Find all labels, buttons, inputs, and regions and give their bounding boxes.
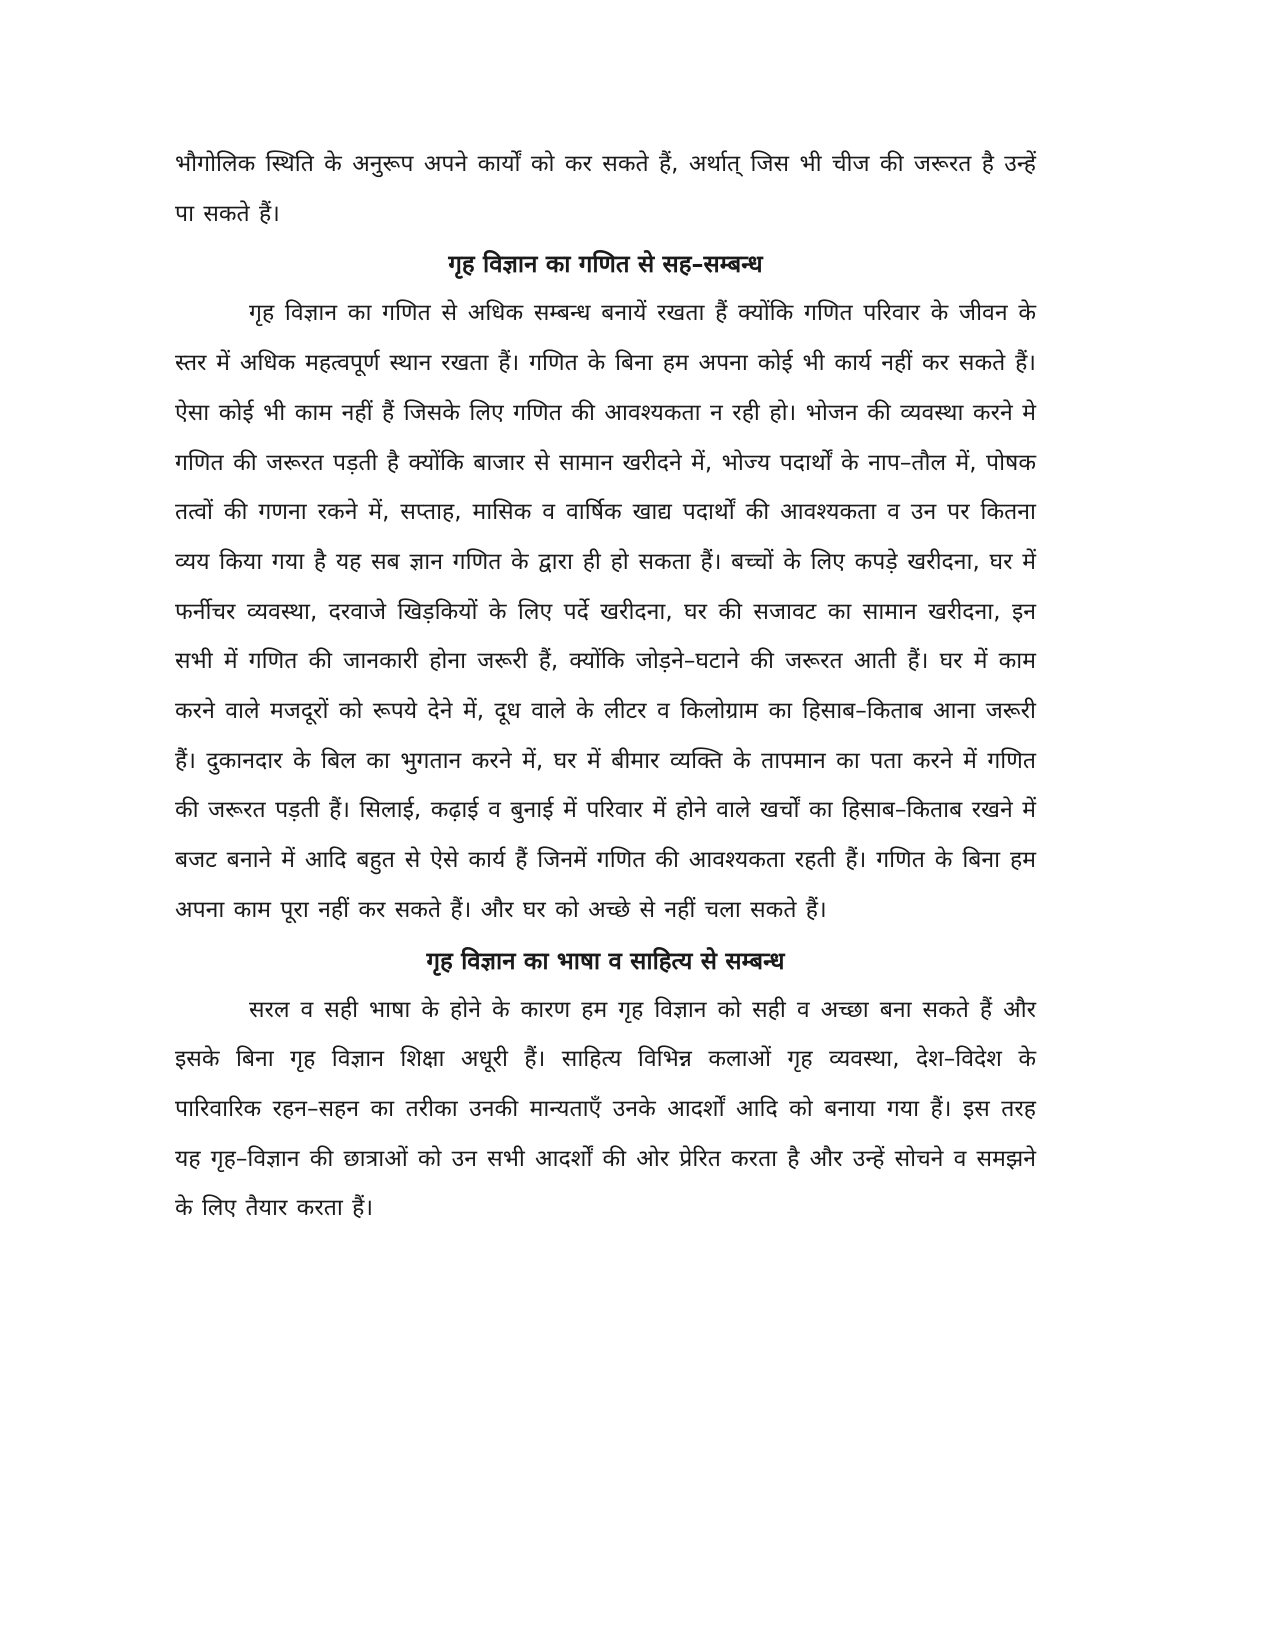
intro-paragraph: भौगोलिक स्थिति के अनुरूप अपने कार्यों को कर सकते हैं, अर्थात् जिस भी चीज की जरूरत है उन्हें पा सकते हैं। xyxy=(175,151,1036,227)
section-heading-math: गृह विज्ञान का गणित से सह–सम्बन्ध xyxy=(448,250,763,279)
section-paragraph-language: सरल व सही भाषा के होने के कारण हम गृह विज्ञान को सही व अच्छा बना सकते हैं और इसके बिना गृह विज्ञान शिक्षा अधूरी हैं। साहित्य विभिन्न कलाओं गृह व्यवस्था, देश–विदेश के पारिवारिक रहन–सहन का तरीका उनकी मान्यताएँ उनके आदर्शों आदि को बनाया गया हैं। इस तरह यह गृह–विज्ञान की छात्राओं को उन सभी आदर्शों की ओर प्रेरित करता है और उन्हें सोचने व समझने के लिए तैयार करता हैं। xyxy=(175,996,1036,1222)
section-paragraph-math: गृह विज्ञान का गणित से अधिक सम्बन्ध बनायें रखता हैं क्योंकि गणित परिवार के जीवन के स्तर में अधिक महत्वपूर्ण स्थान रखता हैं। गणित के बिना हम अपना कोई भी कार्य नहीं कर सकते हैं। ऐसा कोई भी काम नहीं हैं जिसके लिए गणित की आवश्यकता न रही हो। भोजन की व्यवस्था करने मे गणित की जरूरत पड़ती है क्योंकि बाजार से सामान खरीदने में, भोज्य पदार्थों के नाप–तौल में, पोषक तत्वों की गणना रकने में, सप्ताह, मासिक व वार्षिक खाद्य पदार्थों की आवश्यकता व उन पर कितना व्यय किया गया है यह सब ज्ञान गणित के द्वारा ही हो सकता हैं। बच्चों के लिए कपड़े खरीदना, घर में फर्नीचर व्यवस्था, दरवाजे खिड़कियों के लिए पर्दे खरीदना, घर की सजावट का सामान खरीदना, इन सभी में गणित की जानकारी होना जरूरी हैं, क्योंकि जोड़ने–घटाने की जरूरत आती हैं। घर में काम करने वाले मजदूरों को रूपये देने में, दूध वाले के लीटर व किलोग्राम का हिसाब–किताब आना जरूरी हैं। दुकानदार के बिल का भुगतान करने में, घर में बीमार व्यक्ति के तापमान का पता करने में गणित की जरूरत पड़ती हैं। सिलाई, कढ़ाई व बुनाई में परिवार में होने वाले खर्चों का हिसाब–किताब रखने में बजट बनाने में आदि बहुत से ऐसे कार्य हैं जिनमें गणित की आवश्यकता रहती हैं। गणित के बिना हम अपना काम पूरा नहीं कर सकते हैं। और घर को अच्छे से नहीं चला सकते हैं। xyxy=(175,300,1036,923)
page-content xyxy=(175,140,1036,1234)
section-heading-language: गृह विज्ञान का भाषा व साहित्य से सम्बन्ध xyxy=(426,946,785,975)
